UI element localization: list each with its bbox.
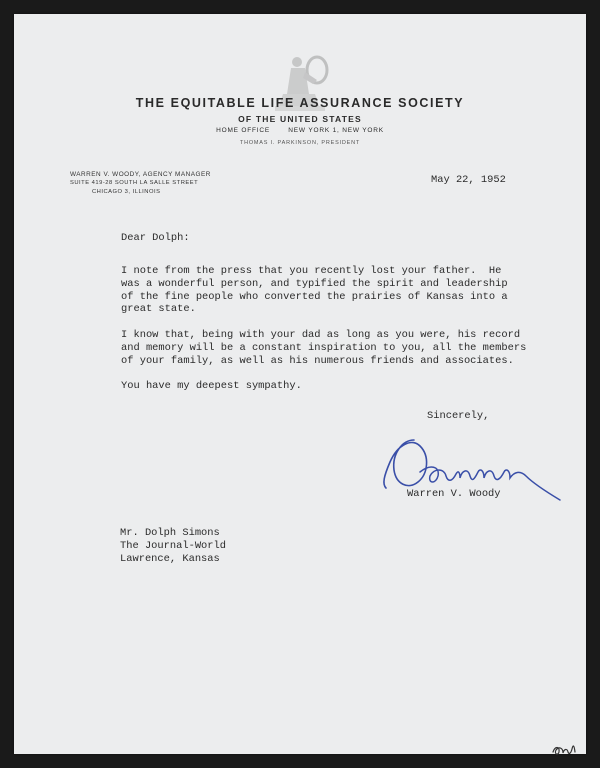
recipient-name: Mr. Dolph Simons (120, 527, 220, 539)
letter-body (121, 265, 541, 406)
paragraph-2: I know that, being with your dad as long as you were, his record and memory will be a constant inspiration to you, all the members of your family, as well as his numerous friends and associates. (121, 328, 527, 367)
closing: Sincerely, (427, 410, 490, 422)
letter-paper (14, 14, 586, 754)
paragraph-3: You have my deepest sympathy. (121, 380, 302, 393)
agency-manager: WARREN V. WOODY, AGENCY MANAGER (70, 171, 211, 178)
company-subtitle: OF THE UNITED STATES (238, 114, 362, 124)
salutation: Dear Dolph: (121, 232, 190, 244)
signer-name: Warren V. Woody (407, 488, 501, 500)
agency-street: SUITE 419-28 SOUTH LA SALLE STREET (70, 180, 199, 186)
company-name: THE EQUITABLE LIFE ASSURANCE SOCIETY (135, 96, 465, 110)
letter-date: May 22, 1952 (431, 174, 506, 186)
home-office: HOME OFFICE NEW YORK 1, NEW YORK (216, 127, 384, 134)
handwritten-mark-icon (550, 740, 580, 758)
recipient-org: The Journal-World (120, 539, 227, 552)
recipient-city: Lawrence, Kansas (120, 552, 220, 565)
recipient-address (120, 527, 226, 565)
agency-city: CHICAGO 3, ILLINOIS (92, 189, 161, 195)
agency-block (70, 170, 270, 197)
paragraph-1: I note from the press that you recently lost your father. He was a wonderful person, and typified the spirit and leadership of the fine people who converted the prairies of Kansas into a great state. (121, 265, 508, 316)
president-line: THOMAS I. PARKINSON, PRESIDENT (239, 140, 361, 146)
